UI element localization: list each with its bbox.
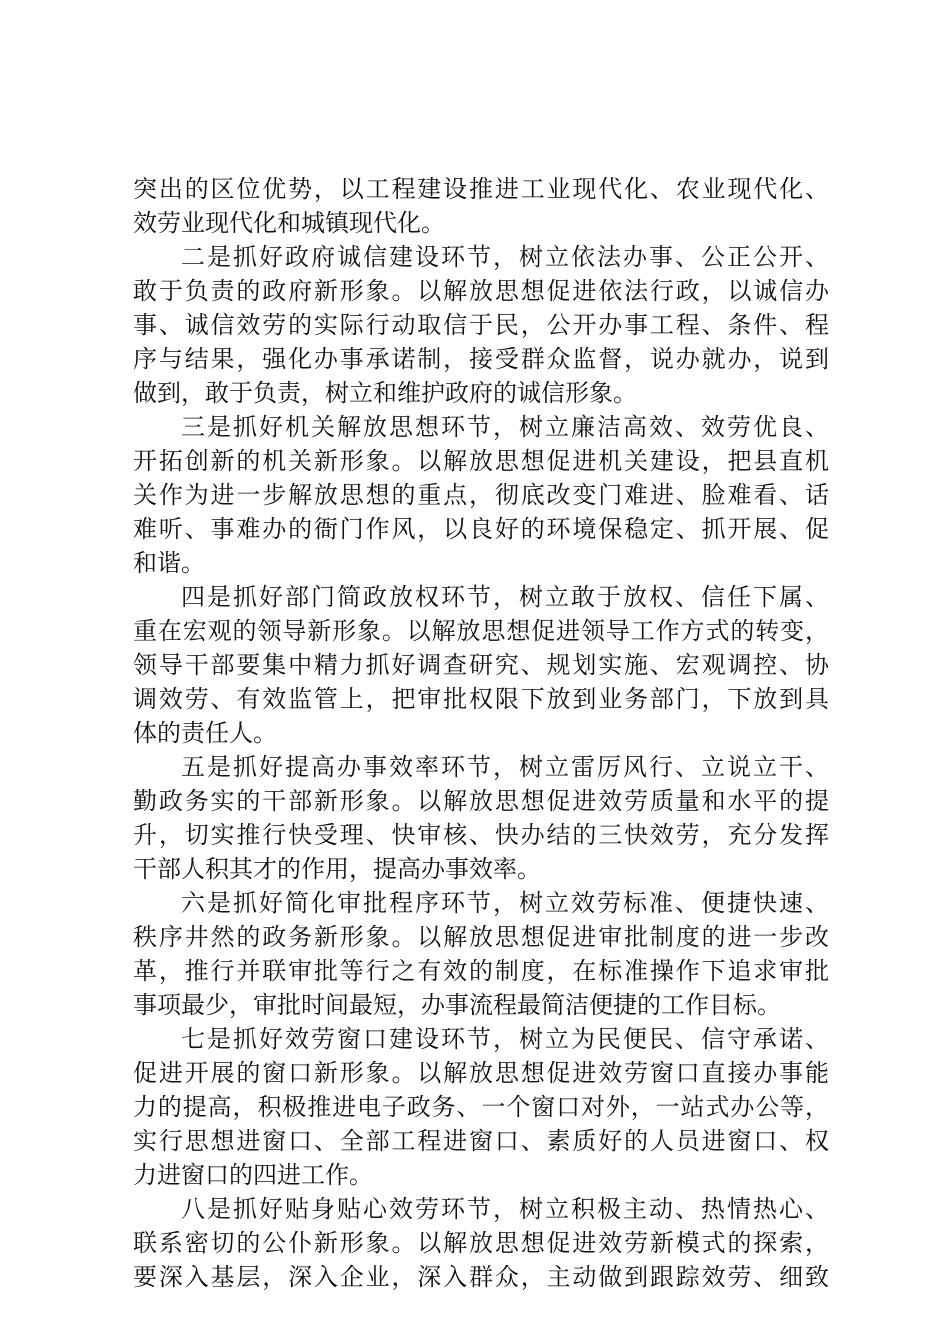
- text-line: 事项最少，审批时间最短，办事流程最简洁便捷的工作目标。: [133, 991, 781, 1019]
- text-line: 难听、事难办的衙门作风，以良好的环境保稳定、抓开展、促: [133, 515, 829, 543]
- paragraph-start-line: 六是抓好简化审批程序环节，树立效劳标准、便捷快速、: [181, 889, 829, 917]
- document-body: [133, 172, 829, 1294]
- text-line: 开拓创新的机关新形象。以解放思想促进机关建设，把县直机: [133, 447, 829, 475]
- text-line: 和谐。: [133, 549, 205, 577]
- text-line: 关作为进一步解放思想的重点，彻底改变门难进、脸难看、话: [133, 481, 829, 509]
- paragraph-start-line: 八是抓好贴身贴心效劳环节，树立积极主动、热情热心、: [181, 1195, 829, 1223]
- text-line: 效劳业现代化和城镇现代化。: [133, 209, 445, 237]
- text-line: 革，推行并联审批等行之有效的制度，在标准操作下追求审批: [133, 957, 829, 985]
- text-line: 干部人积其才的作用，提高办事效率。: [133, 855, 541, 883]
- text-line: 重在宏观的领导新形象。以解放思想促进领导工作方式的转变，: [133, 617, 829, 645]
- text-line: 敢于负责的政府新形象。以解放思想促进依法行政，以诚信办: [133, 277, 829, 305]
- text-line: 实行思想进窗口、全部工程进窗口、素质好的人员进窗口、权: [133, 1127, 829, 1155]
- text-line: 序与结果，强化办事承诺制，接受群众监督，说办就办，说到: [133, 345, 829, 373]
- text-line: 要深入基层，深入企业，深入群众，主动做到跟踪效劳、细致: [133, 1263, 829, 1291]
- text-line: 体的责任人。: [133, 719, 277, 747]
- text-line: 调效劳、有效监管上，把审批权限下放到业务部门，下放到具: [133, 685, 829, 713]
- text-line: 事、诚信效劳的实际行动取信于民，公开办事工程、条件、程: [133, 311, 829, 339]
- paragraph-start-line: 二是抓好政府诚信建设环节，树立依法办事、公正公开、: [181, 243, 829, 271]
- paragraph-start-line: 五是抓好提高办事效率环节，树立雷厉风行、立说立干、: [181, 753, 829, 781]
- paragraph-start-line: 三是抓好机关解放思想环节，树立廉洁高效、效劳优良、: [181, 413, 829, 441]
- text-line: 领导干部要集中精力抓好调查研究、规划实施、宏观调控、协: [133, 651, 829, 679]
- paragraph-start-line: 七是抓好效劳窗口建设环节，树立为民便民、信守承诺、: [181, 1025, 829, 1053]
- text-line: 秩序井然的政务新形象。以解放思想促进审批制度的进一步改: [133, 923, 829, 951]
- paragraph-start-line: 四是抓好部门简政放权环节，树立敢于放权、信任下属、: [181, 583, 829, 611]
- text-line: 勤政务实的干部新形象。以解放思想促进效劳质量和水平的提: [133, 787, 829, 815]
- text-line: 力进窗口的四进工作。: [133, 1161, 373, 1189]
- text-line: 联系密切的公仆新形象。以解放思想促进效劳新模式的探索，: [133, 1229, 829, 1257]
- text-line: 升，切实推行快受理、快审核、快办结的三快效劳，充分发挥: [133, 821, 829, 849]
- text-line: 做到，敢于负责，树立和维护政府的诚信形象。: [133, 379, 637, 407]
- text-line: 力的提高，积极推进电子政务、一个窗口对外，一站式办公等，: [133, 1093, 829, 1121]
- text-line: 突出的区位优势，以工程建设推进工业现代化、农业现代化、: [133, 175, 829, 203]
- text-line: 促进开展的窗口新形象。以解放思想促进效劳窗口直接办事能: [133, 1059, 829, 1087]
